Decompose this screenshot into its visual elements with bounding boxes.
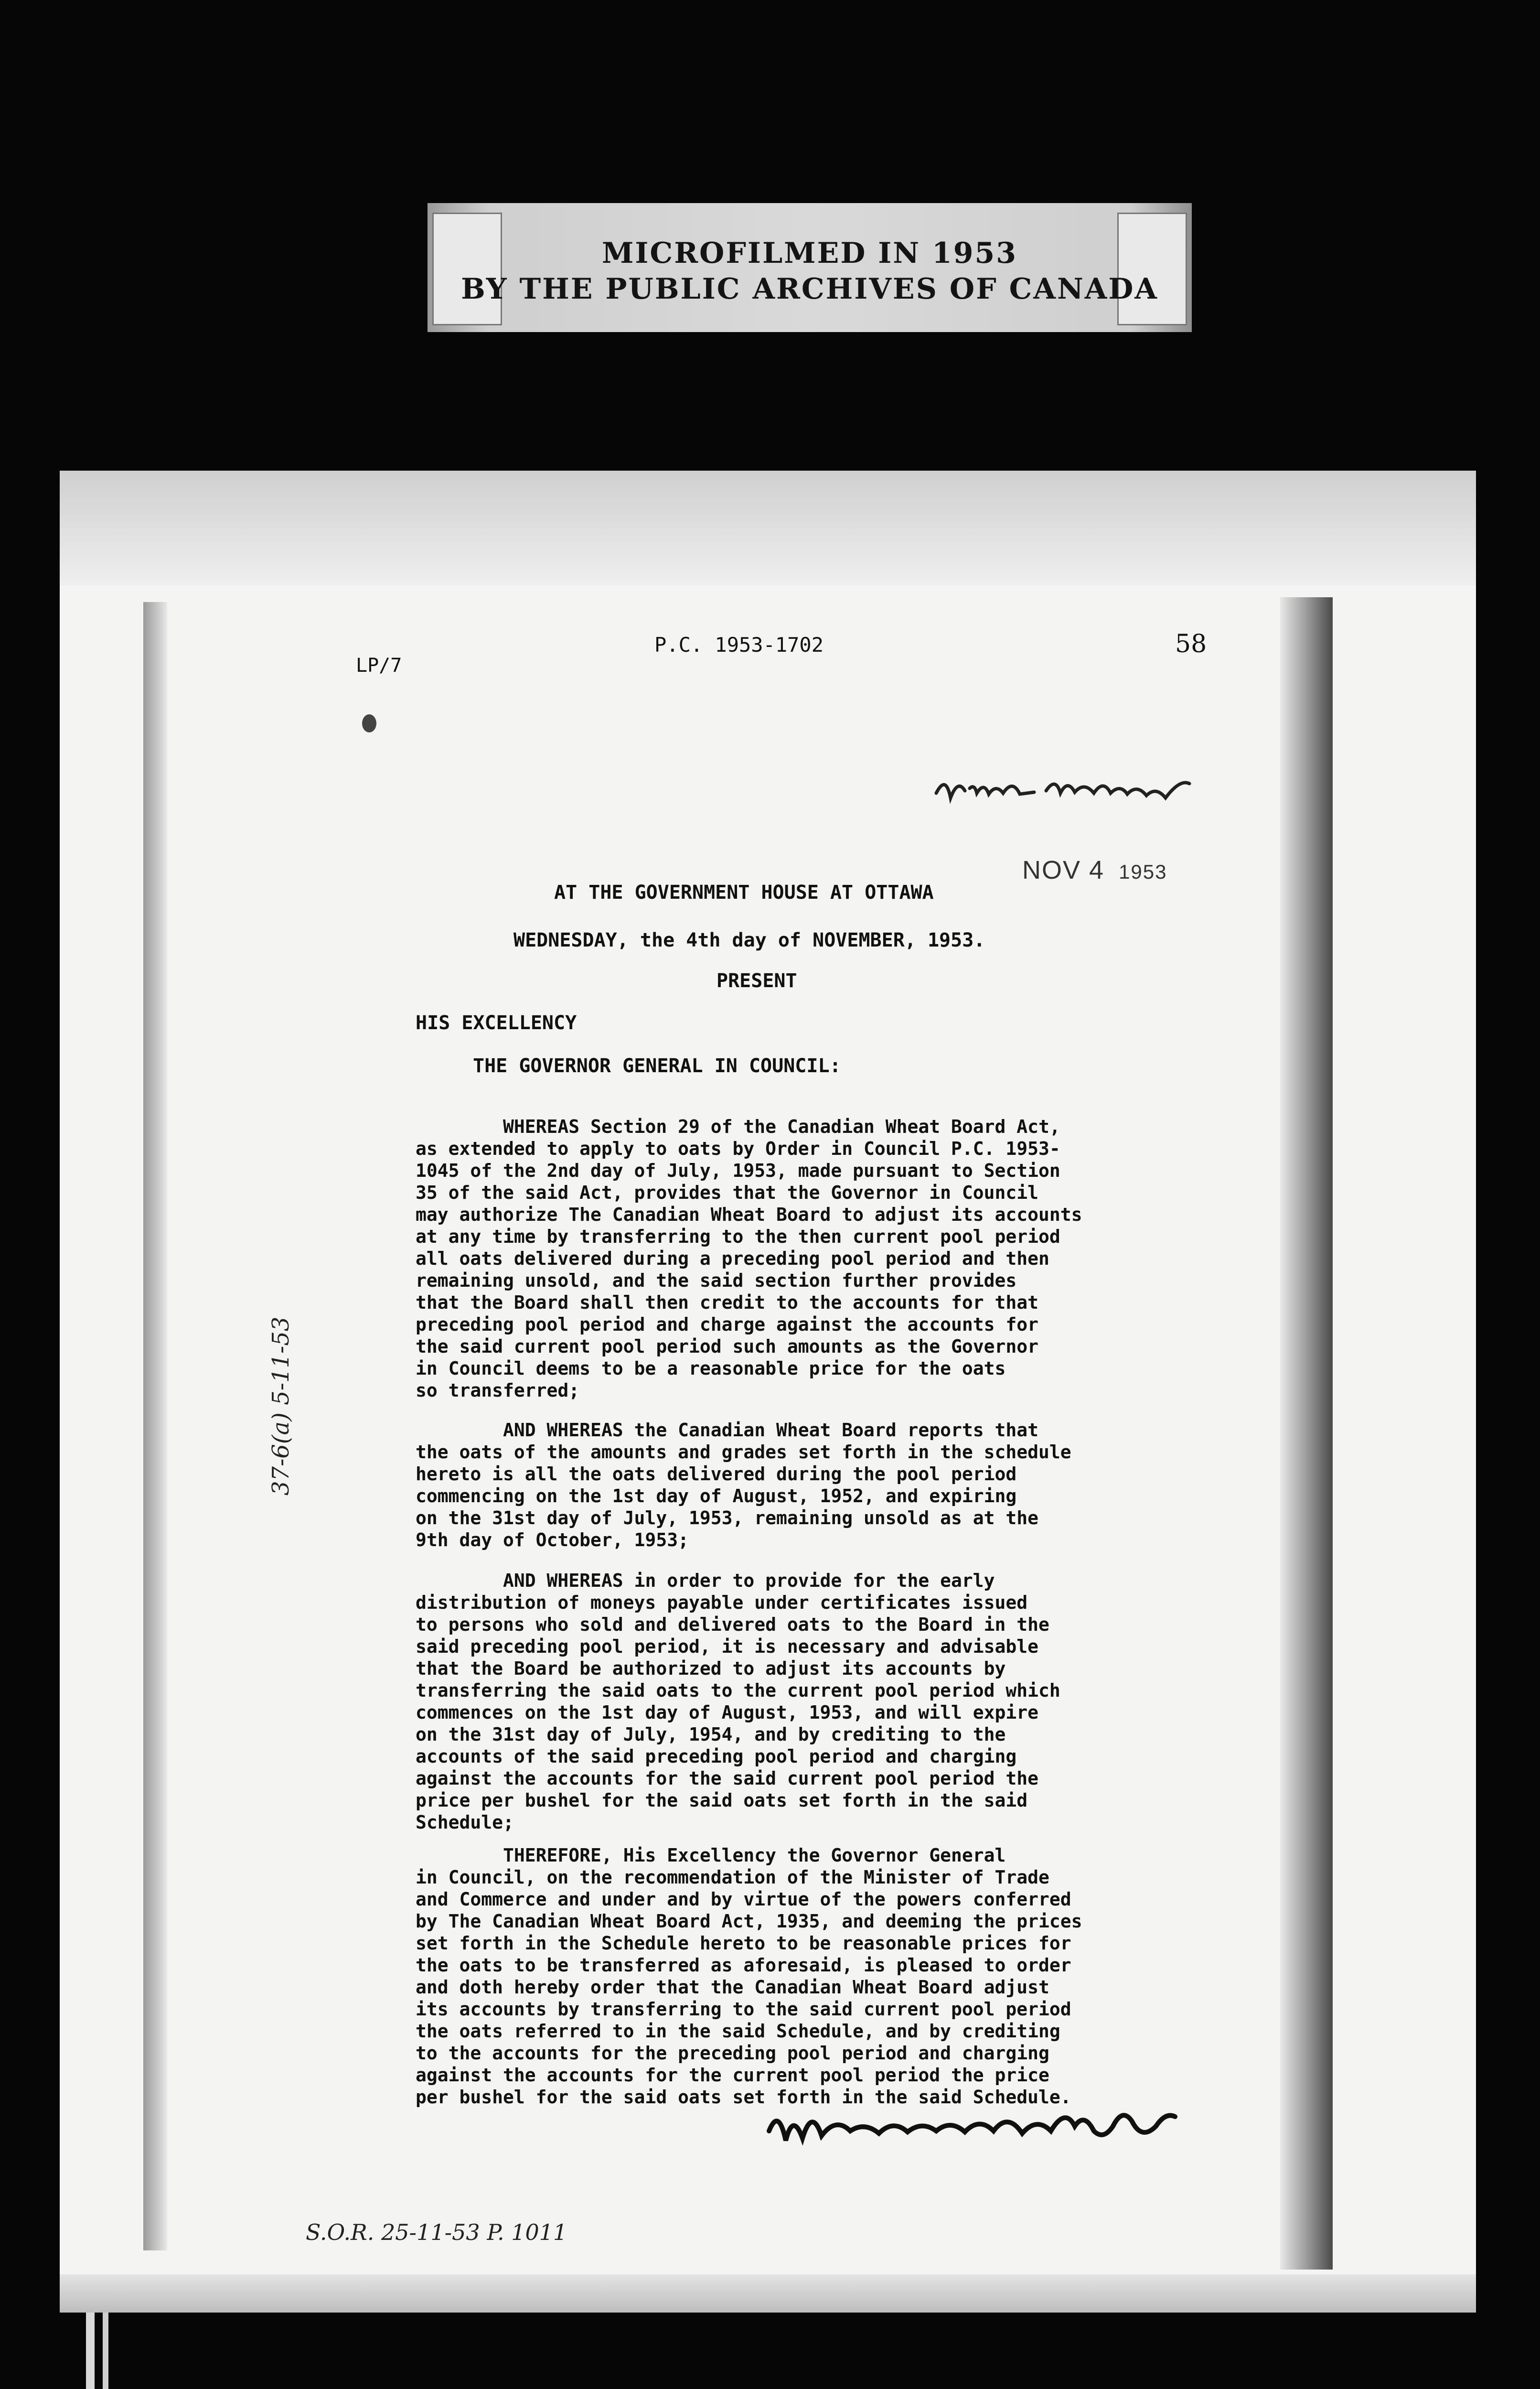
heading-excellency: HIS EXCELLENCY: [416, 1012, 577, 1034]
paragraph-whereas: WHEREAS Section 29 of the Canadian Wheat Board Act, as extended to apply to oats by Order in Council P.C. 1953- 1045 of the 2nd day of July, 1953, made pursuant to Section 35 of the said Act, provides that the Governor in Council may authorize The Canadian Wheat Board to adjust its accounts at any time by transferring to the then current pool period all oats delivered during a preceding pool period and then remaining unsold, and the said section further provides that the Board shall then credit to the accounts for that preceding pool period and charge against the accounts for the said current pool period such amounts as the Governor in Council deems to be a reasonable price for the oats so transferred;: [416, 1116, 1082, 1401]
page-shadow-right: [1280, 597, 1333, 2270]
signature-governor-general: [931, 764, 1199, 817]
date-stamp-date: NOV 4: [1022, 856, 1105, 884]
order-number: P.C. 1953-1702: [654, 633, 824, 656]
paragraph-and-whereas-report: AND WHEREAS the Canadian Wheat Board reports that the oats of the amounts and grades set forth in the schedule hereto is all the oats delivered during the pool period commencing on the 1st day of August, 1952, and expiring on the 31st day of July, 1953, remaining unsold as at the 9th day of October, 1953;: [416, 1420, 1071, 1550]
page-bottom-shade: [60, 2274, 1476, 2313]
paragraph-and-whereas-distribution: AND WHEREAS in order to provide for the early distribution of moneys payable under certificates issued to persons who sold and delivered oats to the Board in the said preceding pool period, it is necessary and advisable that the Board be authorized to adjust its accounts by transferring the said oats to the current pool period which commences on the 1st day of August, 1953, and will expire on the 31st day of July, 1954, and by crediting to the accounts of the said preceding pool period and charging against the accounts for the said current pool period the price per bushel for the said oats set forth in the said Schedule;: [416, 1570, 1060, 1833]
heading-council: THE GOVERNOR GENERAL IN COUNCIL:: [473, 1055, 841, 1077]
date-stamp-year: 1953: [1119, 861, 1167, 883]
microfilm-label-line1: MICROFILMED IN 1953: [601, 237, 1018, 270]
margin-note-handwritten: 37-6(a) 5-11-53: [267, 1316, 294, 1496]
microfilm-label-line2: BY THE PUBLIC ARCHIVES OF CANADA: [461, 272, 1158, 306]
heading-date-line: WEDNESDAY, the 4th day of NOVEMBER, 1953.: [513, 929, 985, 951]
page-shadow-left: [143, 602, 167, 2250]
film-edge-mark: [103, 2308, 108, 2389]
microfilm-label: [428, 203, 1192, 332]
paragraph-therefore: THEREFORE, His Excellency the Governor General in Council, on the recommendation of the Minister of Trade and Commerce and under and by virtue of the powers conferred by The Canadian Wheat Board Act, 1935, and deeming the prices set forth in the Schedule hereto to be reasonable prices for the oats to be transferred as aforesaid, is pleased to order and doth hereby order that the Canadian Wheat Board adjust its accounts by transferring to the said current pool period the oats referred to in the said Schedule, and by crediting to the accounts for the preceding pool period and charging against the accounts for the current pool period the price per bushel for the said oats set forth in the said Schedule.: [416, 1845, 1082, 2108]
date-stamp: [1022, 855, 1167, 885]
file-reference: LP/7: [356, 655, 402, 677]
signature-clerk: [759, 2098, 1189, 2164]
page-top-shade: [60, 471, 1476, 585]
footer-sor-note: S.O.R. 25-11-53 P. 1011: [306, 2219, 567, 2245]
heading-location: AT THE GOVERNMENT HOUSE AT OTTAWA: [554, 882, 934, 904]
heading-present: PRESENT: [717, 970, 797, 992]
hole-punch-mark: [362, 714, 376, 732]
page-number: 58: [1175, 630, 1207, 658]
